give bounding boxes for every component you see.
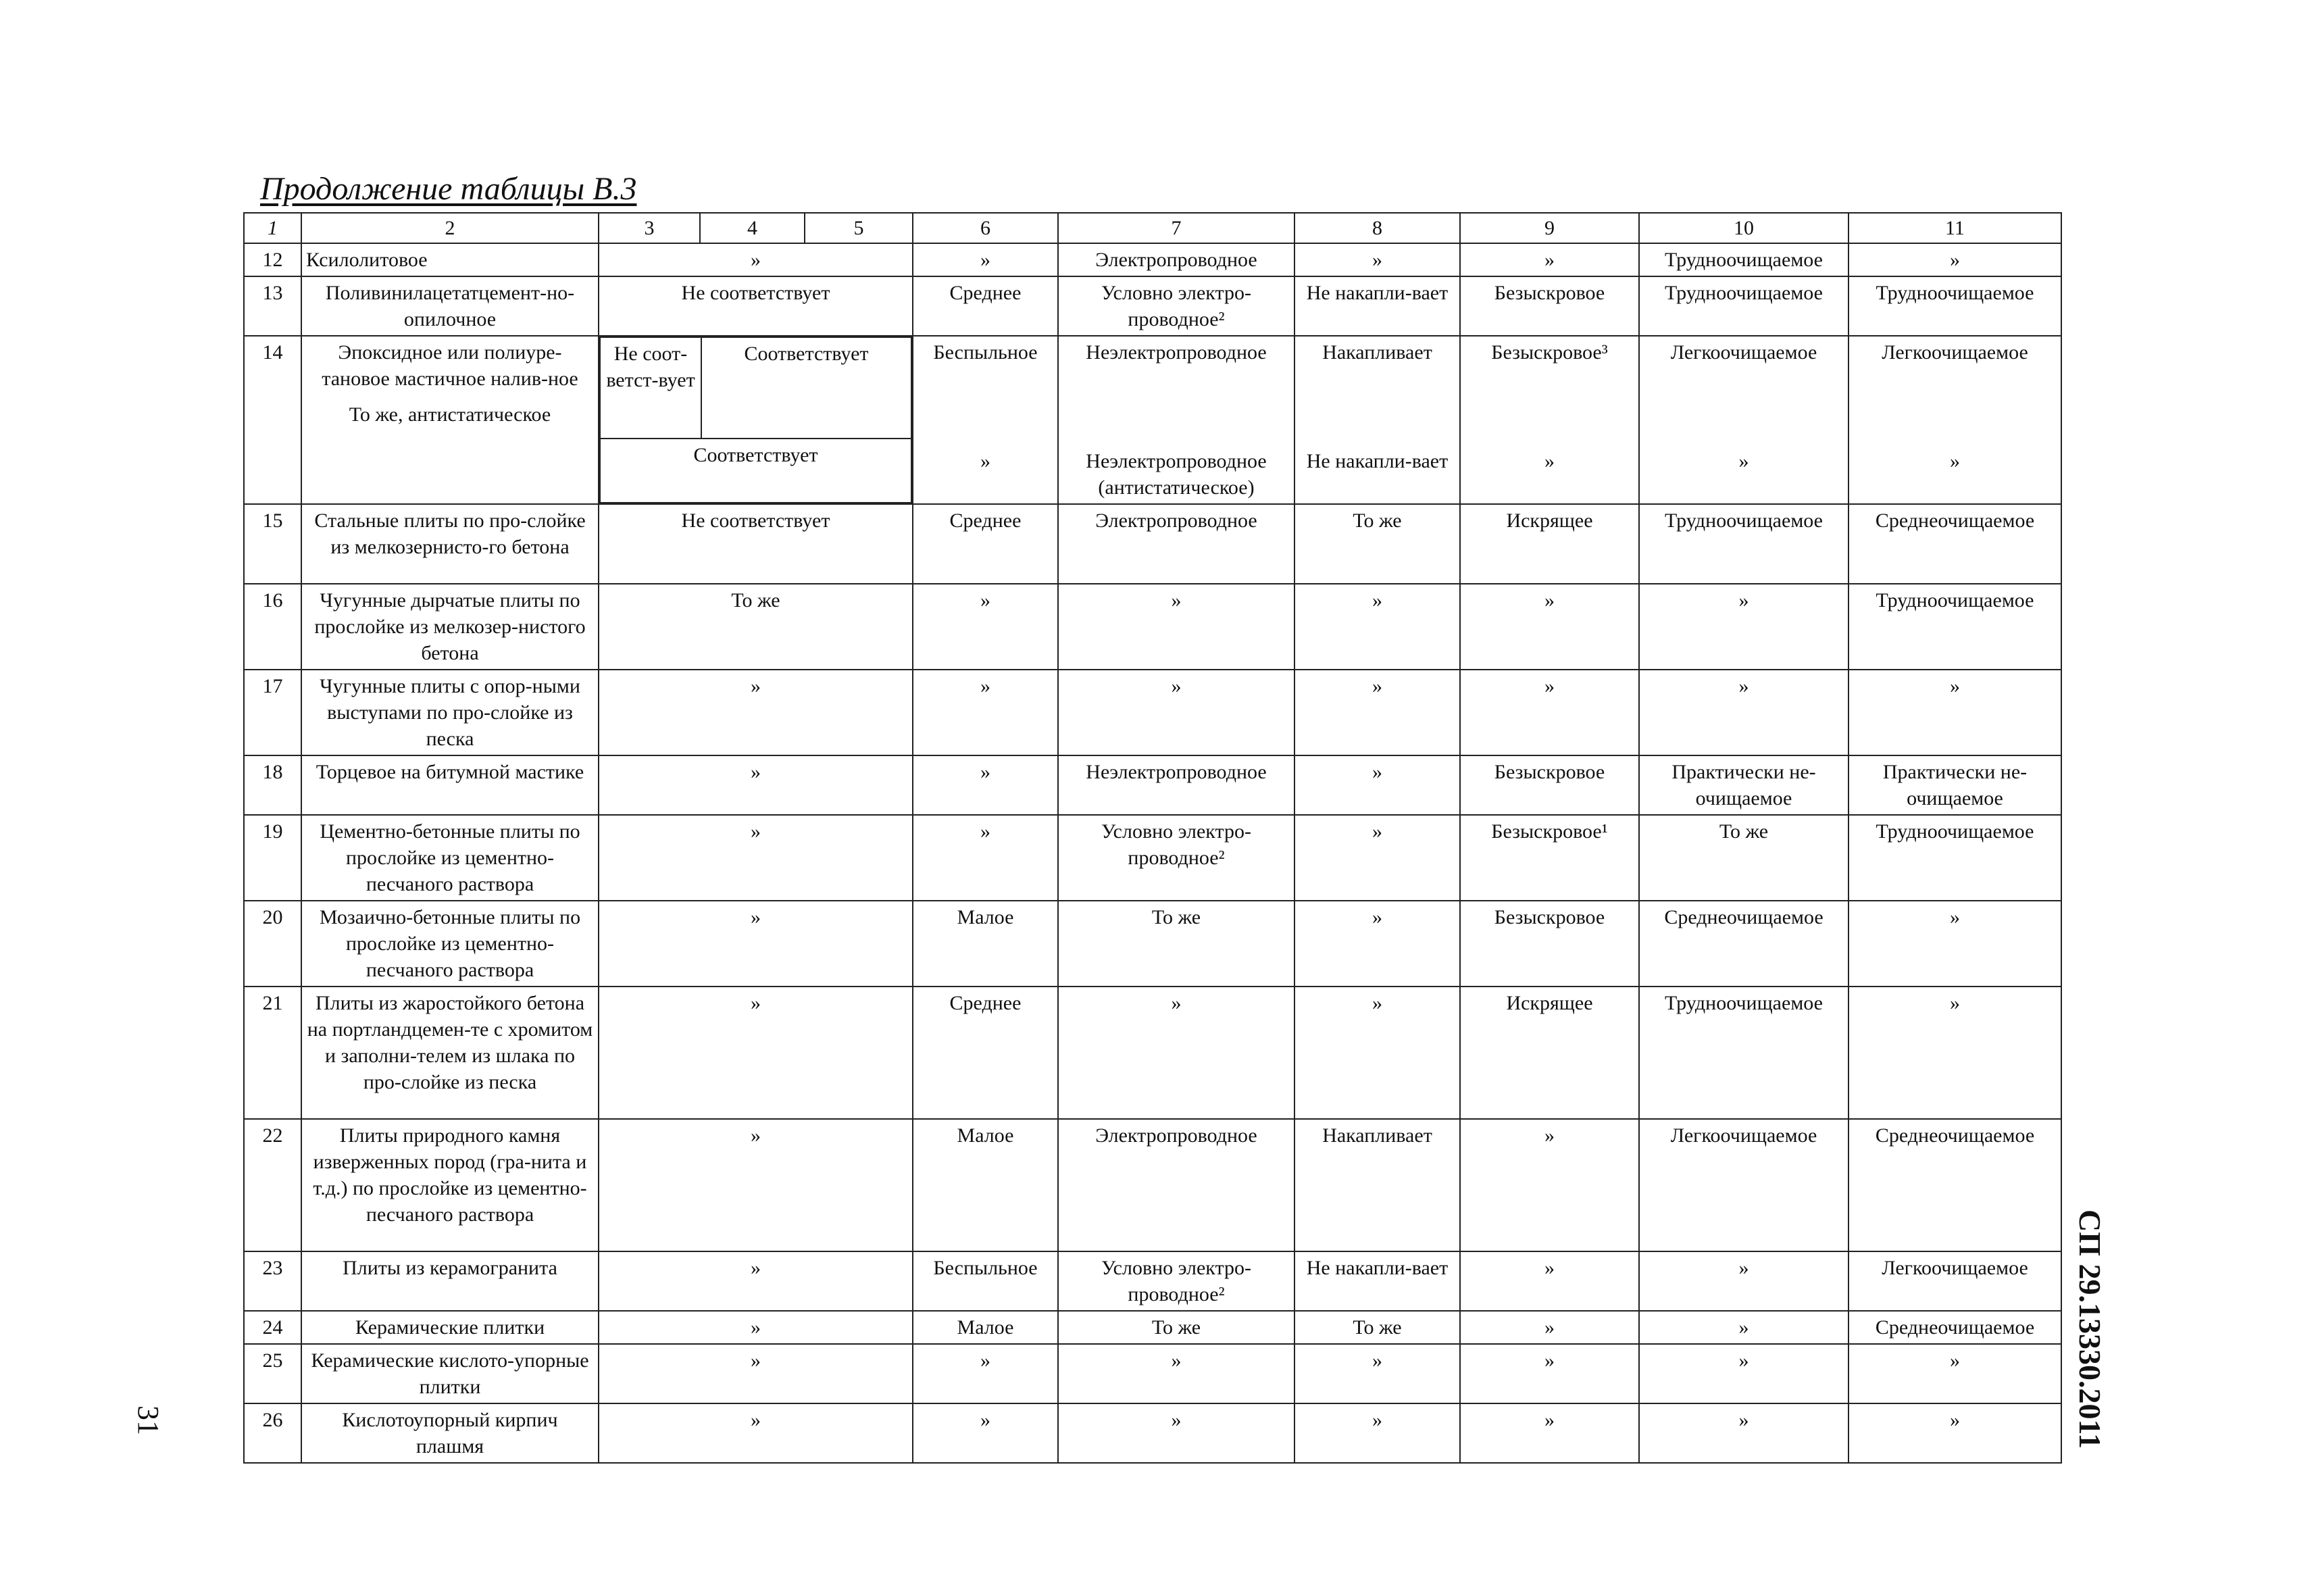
material-name: Керамические плитки [301,1311,599,1344]
row-number: 23 [244,1251,301,1311]
row-number: 13 [244,276,301,336]
row-number: 15 [244,504,301,584]
cell-col9: Безыскровое [1460,755,1639,815]
cell-col6: Малое [913,1311,1058,1344]
cell-col6: Малое [913,1119,1058,1251]
material-name: Мозаично-бетонные плиты по прослойке из цементно-песчаного раствора [301,901,599,987]
cell-col8: Накапливает [1294,1119,1460,1251]
table-row [244,1344,2061,1403]
cell-col11: » [1848,901,2061,987]
cell-col10: Среднеочищаемое [1639,901,1848,987]
header-cell: 4 [700,213,805,243]
cell-col3-5: » [599,1251,913,1311]
cell-col7: » [1058,1344,1294,1403]
cell-col9-sub: » [1544,450,1555,472]
cell-col10: Трудноочищаемое [1639,504,1848,584]
material-name [301,336,599,504]
material-name-main: Эпоксидное или полиуре-тановое мастичное налив-ное [322,341,578,390]
cell-col3-5: » [599,901,913,987]
cell-col6-main: Беспыльное [933,341,1038,364]
cell-col6: Малое [913,901,1058,987]
row-number: 22 [244,1119,301,1251]
cell-col11: Трудноочищаемое [1848,276,2061,336]
cell-col3-5: » [599,755,913,815]
cell-col7: То же [1058,901,1294,987]
cell-col7-main: Неэлектропроводное [1086,341,1267,364]
cell-col7: Условно электро-проводное² [1058,1251,1294,1311]
page-number: 31 [132,1405,165,1435]
header-cell: 1 [244,213,301,243]
cell-col3: Не соот-ветст-вует [600,337,701,439]
cell-col10-sub: » [1738,450,1749,472]
table-row [244,1251,2061,1311]
header-cell: 6 [913,213,1058,243]
material-name: Кислотоупорный кирпич плашмя [301,1403,599,1463]
cell-col8: То же [1294,1311,1460,1344]
material-name: Плиты из жаростойкого бетона на портландцемен-те с хромитом и заполни-телем из шлака по про-слойке из песка [301,987,599,1119]
cell-col7: Электропроводное [1058,1119,1294,1251]
cell-col6: » [913,670,1058,755]
cell-col9: Искрящее [1460,504,1639,584]
cell-col10: » [1639,1344,1848,1403]
cell-col9: » [1460,1403,1639,1463]
cell-col6: » [913,815,1058,901]
cell-col8: » [1294,584,1460,670]
row-number: 21 [244,987,301,1119]
document-code: СП 29.13330.2011 [2073,1210,2107,1449]
row-number: 20 [244,901,301,987]
material-name: Ксилолитовое [301,243,599,276]
header-cell: 10 [1639,213,1848,243]
material-name: Керамические кислото-упорные плитки [301,1344,599,1403]
cell-col8: » [1294,1403,1460,1463]
cell-col6: » [913,243,1058,276]
cell-col9: » [1460,243,1639,276]
header-cell: 9 [1460,213,1639,243]
cell-col9: Безыскровое [1460,276,1639,336]
material-name: Поливинилацетатцемент-но-опилочное [301,276,599,336]
row-number: 25 [244,1344,301,1403]
table-row [244,336,2061,504]
cell-col7: » [1058,670,1294,755]
cell-col8: » [1294,243,1460,276]
cell-col3-5: Не соответствует [599,276,913,336]
cell-col10: То же [1639,815,1848,901]
cell-col4-5: Соответствует [701,337,911,439]
cell-col11: Среднеочищаемое [1848,1311,2061,1344]
cell-col10: » [1639,670,1848,755]
table-row [244,1119,2061,1251]
cell-col9: » [1460,584,1639,670]
cell-col11: Среднеочищаемое [1848,1119,2061,1251]
material-name: Чугунные плиты с опор-ными выступами по про-слойке из песка [301,670,599,755]
header-cell: 8 [1294,213,1460,243]
row-number: 16 [244,584,301,670]
cell-col7: Электропроводное [1058,504,1294,584]
cell-col6 [913,336,1058,504]
cell-col3-5-sub: Соответствует [600,439,911,503]
table-row [244,243,2061,276]
header-cell: 5 [805,213,913,243]
cell-col8: » [1294,987,1460,1119]
material-name: Плиты природного камня изверженных пород (гра-нита и т.д.) по прослойке из цементно-песчаного раствора [301,1119,599,1251]
table-row [244,987,2061,1119]
cell-col10: Трудноочищаемое [1639,243,1848,276]
cell-col10: Трудноочищаемое [1639,987,1848,1119]
table-row [244,584,2061,670]
cell-col8: Не накапли-вает [1294,1251,1460,1311]
cell-col6: Среднее [913,504,1058,584]
data-table [243,212,2062,1464]
cell-col8: » [1294,815,1460,901]
cell-col9: » [1460,1311,1639,1344]
cell-col9: Безыскровое¹ [1460,815,1639,901]
cell-col10: Легкоочищаемое [1639,1119,1848,1251]
cell-col11: » [1848,1344,2061,1403]
cell-col11-main: Легкоочищаемое [1882,341,2028,364]
cell-col8: » [1294,670,1460,755]
cell-col7: Условно электро-проводное² [1058,276,1294,336]
table-row [244,276,2061,336]
header-cell: 2 [301,213,599,243]
cell-col10: » [1639,1403,1848,1463]
row-number: 14 [244,336,301,504]
cell-col3-5: То же [599,584,913,670]
cell-col11: Легкоочищаемое [1848,1251,2061,1311]
material-name: Чугунные дырчатые плиты по прослойке из мелкозер-нистого бетона [301,584,599,670]
material-name: Торцевое на битумной мастике [301,755,599,815]
cell-col11-sub: » [1950,450,1960,472]
cell-col10 [1639,336,1848,504]
cell-col8-main: Накапливает [1322,341,1432,364]
cell-col11: » [1848,670,2061,755]
cell-col3-5: Не соответствует [599,504,913,584]
cell-col3-5: » [599,670,913,755]
material-name: Стальные плиты по про-слойке из мелкозернисто-го бетона [301,504,599,584]
table-row [244,901,2061,987]
cell-col10: Практически не-очищаемое [1639,755,1848,815]
row-number: 18 [244,755,301,815]
cell-col11: Трудноочищаемое [1848,815,2061,901]
cell-col11: Трудноочищаемое [1848,584,2061,670]
header-cell: 3 [599,213,700,243]
header-cell: 7 [1058,213,1294,243]
cell-col7: Условно электро-проводное² [1058,815,1294,901]
cell-col7-sub: Неэлектропроводное (антистатическое) [1086,450,1267,499]
cell-col11: » [1848,1403,2061,1463]
cell-col8-sub: Не накапли-вает [1306,450,1449,472]
cell-col11: Практически не-очищаемое [1848,755,2061,815]
cell-col6: » [913,755,1058,815]
material-name: Плиты из керамогранита [301,1251,599,1311]
cell-col7: Электропроводное [1058,243,1294,276]
table-row [244,1403,2061,1463]
material-name-sub: То же, антистатическое [349,403,551,426]
cell-col8: » [1294,1344,1460,1403]
cell-col9: » [1460,1119,1639,1251]
cell-col7 [1058,336,1294,504]
cell-col6: Среднее [913,276,1058,336]
cell-col6: » [913,584,1058,670]
cell-col7: Неэлектропроводное [1058,755,1294,815]
cell-col7: » [1058,987,1294,1119]
cell-col11 [1848,336,2061,504]
table-row [244,1311,2061,1344]
table-row [244,755,2061,815]
cell-col9: » [1460,1251,1639,1311]
cell-col8: Не накапли-вает [1294,276,1460,336]
cell-col6: » [913,1344,1058,1403]
cell-col11: » [1848,987,2061,1119]
cell-col10: Трудноочищаемое [1639,276,1848,336]
cell-col3-5 [599,336,913,504]
cell-col6: Среднее [913,987,1058,1119]
cell-col11: » [1848,243,2061,276]
cell-col9: Искрящее [1460,987,1639,1119]
cell-col10: » [1639,1311,1848,1344]
row-number: 26 [244,1403,301,1463]
cell-col7: » [1058,1403,1294,1463]
cell-col7: » [1058,584,1294,670]
table-caption: Продолжение таблицы В.3 [260,171,637,207]
cell-col6: Беспыльное [913,1251,1058,1311]
cell-col11: Среднеочищаемое [1848,504,2061,584]
cell-col3-5: » [599,243,913,276]
cell-col8: То же [1294,504,1460,584]
header-cell: 11 [1848,213,2061,243]
cell-col3-5: » [599,987,913,1119]
table-row [244,670,2061,755]
header-row [244,213,2061,243]
row-number: 24 [244,1311,301,1344]
cell-col6-sub: » [980,450,990,472]
cell-col9: » [1460,1344,1639,1403]
row-number: 17 [244,670,301,755]
split-subtable [599,336,912,503]
cell-col3-5: » [599,815,913,901]
cell-col6: » [913,1403,1058,1463]
cell-col10-main: Легкоочищаемое [1670,341,1817,364]
row-number: 12 [244,243,301,276]
cell-col10: » [1639,584,1848,670]
cell-col3-5: » [599,1344,913,1403]
cell-col9: » [1460,670,1639,755]
cell-col3-5: » [599,1311,913,1344]
cell-col7: То же [1058,1311,1294,1344]
table-row [244,504,2061,584]
cell-col8: » [1294,901,1460,987]
cell-col3-5: » [599,1403,913,1463]
row-number: 19 [244,815,301,901]
cell-col9: Безыскровое [1460,901,1639,987]
cell-col9 [1460,336,1639,504]
cell-col9-main: Безыскровое³ [1491,341,1608,364]
material-name: Цементно-бетонные плиты по прослойке из цементно-песчаного раствора [301,815,599,901]
cell-col10: » [1639,1251,1848,1311]
table-row [244,815,2061,901]
cell-col3-5: » [599,1119,913,1251]
cell-col8 [1294,336,1460,504]
cell-col8: » [1294,755,1460,815]
